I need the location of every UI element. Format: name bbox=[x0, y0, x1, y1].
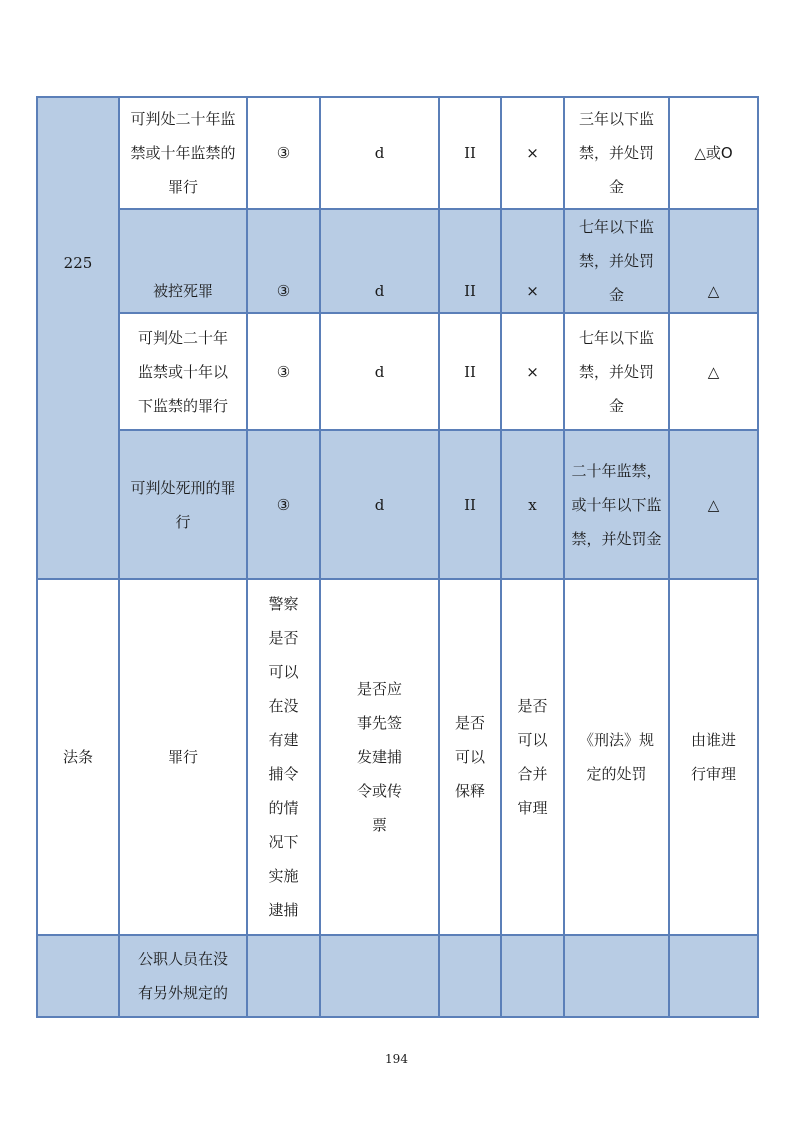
header-joint-trial: 是否可以合并审理 bbox=[501, 579, 564, 935]
joint-trial-cell: × bbox=[501, 97, 564, 209]
crime-cell: 可判处死刑的罪行 bbox=[119, 430, 247, 579]
warrant-cell bbox=[320, 935, 439, 1017]
header-arrest-without-warrant: 警察是否可以在没有建捕令的情况下实施逮捕 bbox=[247, 579, 320, 935]
law-number: 225 bbox=[63, 254, 93, 272]
penalty-cell: 二十年监禁，或十年以下监禁，并处罚金 bbox=[564, 430, 669, 579]
header-row bbox=[37, 579, 758, 935]
crime-cell: 公职人员在没有另外规定的 bbox=[119, 935, 247, 1017]
table-row bbox=[37, 209, 758, 313]
arrest-cell: ③ bbox=[247, 209, 320, 313]
penalty-cell: 三年以下监禁，并处罚金 bbox=[564, 97, 669, 209]
arrest-cell: ③ bbox=[247, 97, 320, 209]
court-cell: △或O bbox=[669, 97, 758, 209]
court-cell: △ bbox=[669, 313, 758, 430]
header-crime: 罪行 bbox=[119, 579, 247, 935]
table-row bbox=[37, 430, 758, 579]
law-table bbox=[36, 96, 759, 1018]
penalty-cell bbox=[564, 935, 669, 1017]
penalty-cell: 七年以下监禁，并处罚金 bbox=[564, 313, 669, 430]
law-cell bbox=[37, 935, 119, 1017]
bail-cell: II bbox=[439, 430, 501, 579]
bail-cell: II bbox=[439, 209, 501, 313]
header-law: 法条 bbox=[37, 579, 119, 935]
arrest-cell: ③ bbox=[247, 430, 320, 579]
table-row bbox=[37, 313, 758, 430]
warrant-cell: d bbox=[320, 97, 439, 209]
page-number: 194 bbox=[385, 1052, 408, 1066]
bail-cell: II bbox=[439, 313, 501, 430]
arrest-cell bbox=[247, 935, 320, 1017]
warrant-cell: d bbox=[320, 313, 439, 430]
table-row bbox=[37, 935, 758, 1017]
court-cell: △ bbox=[669, 209, 758, 313]
law-number-cell bbox=[37, 97, 119, 579]
header-bail: 是否可以保释 bbox=[439, 579, 501, 935]
warrant-cell: d bbox=[320, 430, 439, 579]
crime-cell: 被控死罪 bbox=[119, 209, 247, 313]
joint-trial-cell: x bbox=[501, 430, 564, 579]
crime-cell: 可判处二十年监禁或十年监禁的罪行 bbox=[119, 97, 247, 209]
header-court: 由谁进行审理 bbox=[669, 579, 758, 935]
joint-trial-cell bbox=[501, 935, 564, 1017]
court-cell bbox=[669, 935, 758, 1017]
bail-cell: II bbox=[439, 97, 501, 209]
header-warrant-or-summons: 是否应事先签发建捕令或传票 bbox=[320, 579, 439, 935]
joint-trial-cell: × bbox=[501, 313, 564, 430]
court-cell: △ bbox=[669, 430, 758, 579]
header-penalty: 《刑法》规定的处罚 bbox=[564, 579, 669, 935]
crime-cell: 可判处二十年监禁或十年以下监禁的罪行 bbox=[119, 313, 247, 430]
warrant-cell: d bbox=[320, 209, 439, 313]
joint-trial-cell: × bbox=[501, 209, 564, 313]
arrest-cell: ③ bbox=[247, 313, 320, 430]
table-row bbox=[37, 97, 758, 209]
penalty-cell: 七年以下监禁，并处罚金 bbox=[564, 209, 669, 313]
bail-cell bbox=[439, 935, 501, 1017]
